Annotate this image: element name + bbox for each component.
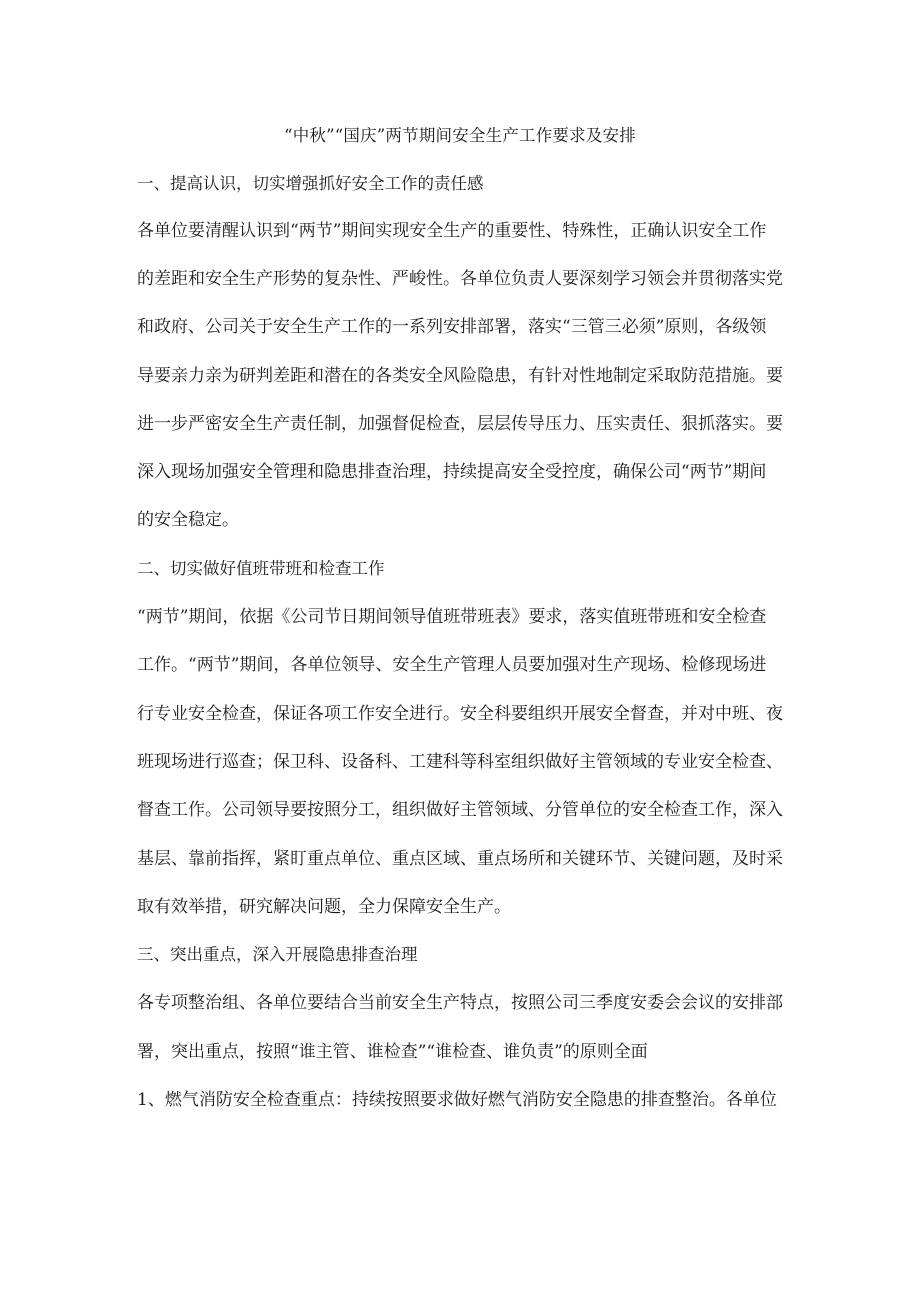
paragraph-line: 1、燃气消防安全检查重点：持续按照要求做好燃气消防安全隐患的排查整治。各单位	[137, 1090, 777, 1110]
section-heading-1: 一、提高认识，切实增强抓好安全工作的责任感	[137, 174, 484, 193]
paragraph-line: 各专项整治组、各单位要结合当前安全生产特点，按照公司三季度安委会会议的安排部	[137, 993, 783, 1013]
paragraph-line: 的安全稳定。	[137, 510, 239, 530]
paragraph-line: 行专业安全检查，保证各项工作安全进行。安全科要组织开展安全督查，并对中班、夜	[137, 704, 783, 724]
section-heading-2: 二、切实做好值班带班和检查工作	[137, 559, 385, 578]
paragraph-line: 的差距和安全生产形势的复杂性、严峻性。各单位负责人要深刻学习领会并贯彻落实党	[137, 269, 783, 289]
paragraph-line: 各单位要清醒认识到“两节”期间实现安全生产的重要性、特殊性，正确认识安全工作	[137, 221, 767, 241]
paragraph-line: “两节”期间，依据《公司节日期间领导值班带班表》要求，落实值班带班和安全检查	[137, 607, 767, 627]
paragraph-line: 署，突出重点，按照“谁主管、谁检查”“谁检查、谁负责”的原则全面	[137, 1042, 648, 1062]
paragraph-line: 督查工作。公司领导要按照分工，组织做好主管领域、分管单位的安全检查工作，深入	[137, 800, 783, 820]
paragraph-line: 深入现场加强安全管理和隐患排查治理，持续提高安全受控度，确保公司“两节”期间	[137, 462, 767, 482]
paragraph-line: 班现场进行巡查；保卫科、设备科、工建科等科室组织做好主管领域的专业安全检查、	[137, 752, 783, 772]
paragraph-line: 基层、靠前指挥，紧盯重点单位、重点区域、重点场所和关键环节、关键问题，及时采	[137, 849, 783, 869]
paragraph-line: 和政府、公司关于安全生产工作的一系列安排部署，落实“三管三必须”原则，各级领	[137, 317, 767, 337]
paragraph-line: 取有效举措，研究解决问题，全力保障安全生产。	[137, 897, 511, 917]
section-heading-3: 三、突出重点，深入开展隐患排查治理	[137, 945, 418, 964]
paragraph-line: 进一步严密安全生产责任制，加强督促检查，层层传导压力、压实责任、狠抓落实。要	[137, 414, 783, 434]
document-title: “中秋”“国庆”两节期间安全生产工作要求及安排	[284, 126, 636, 145]
paragraph-line: 导要亲力亲为研判差距和潜在的各类安全风险隐患，有针对性地制定采取防范措施。要	[137, 366, 783, 386]
paragraph-line: 工作。“两节”期间，各单位领导、安全生产管理人员要加强对生产现场、检修现场进	[137, 655, 767, 675]
